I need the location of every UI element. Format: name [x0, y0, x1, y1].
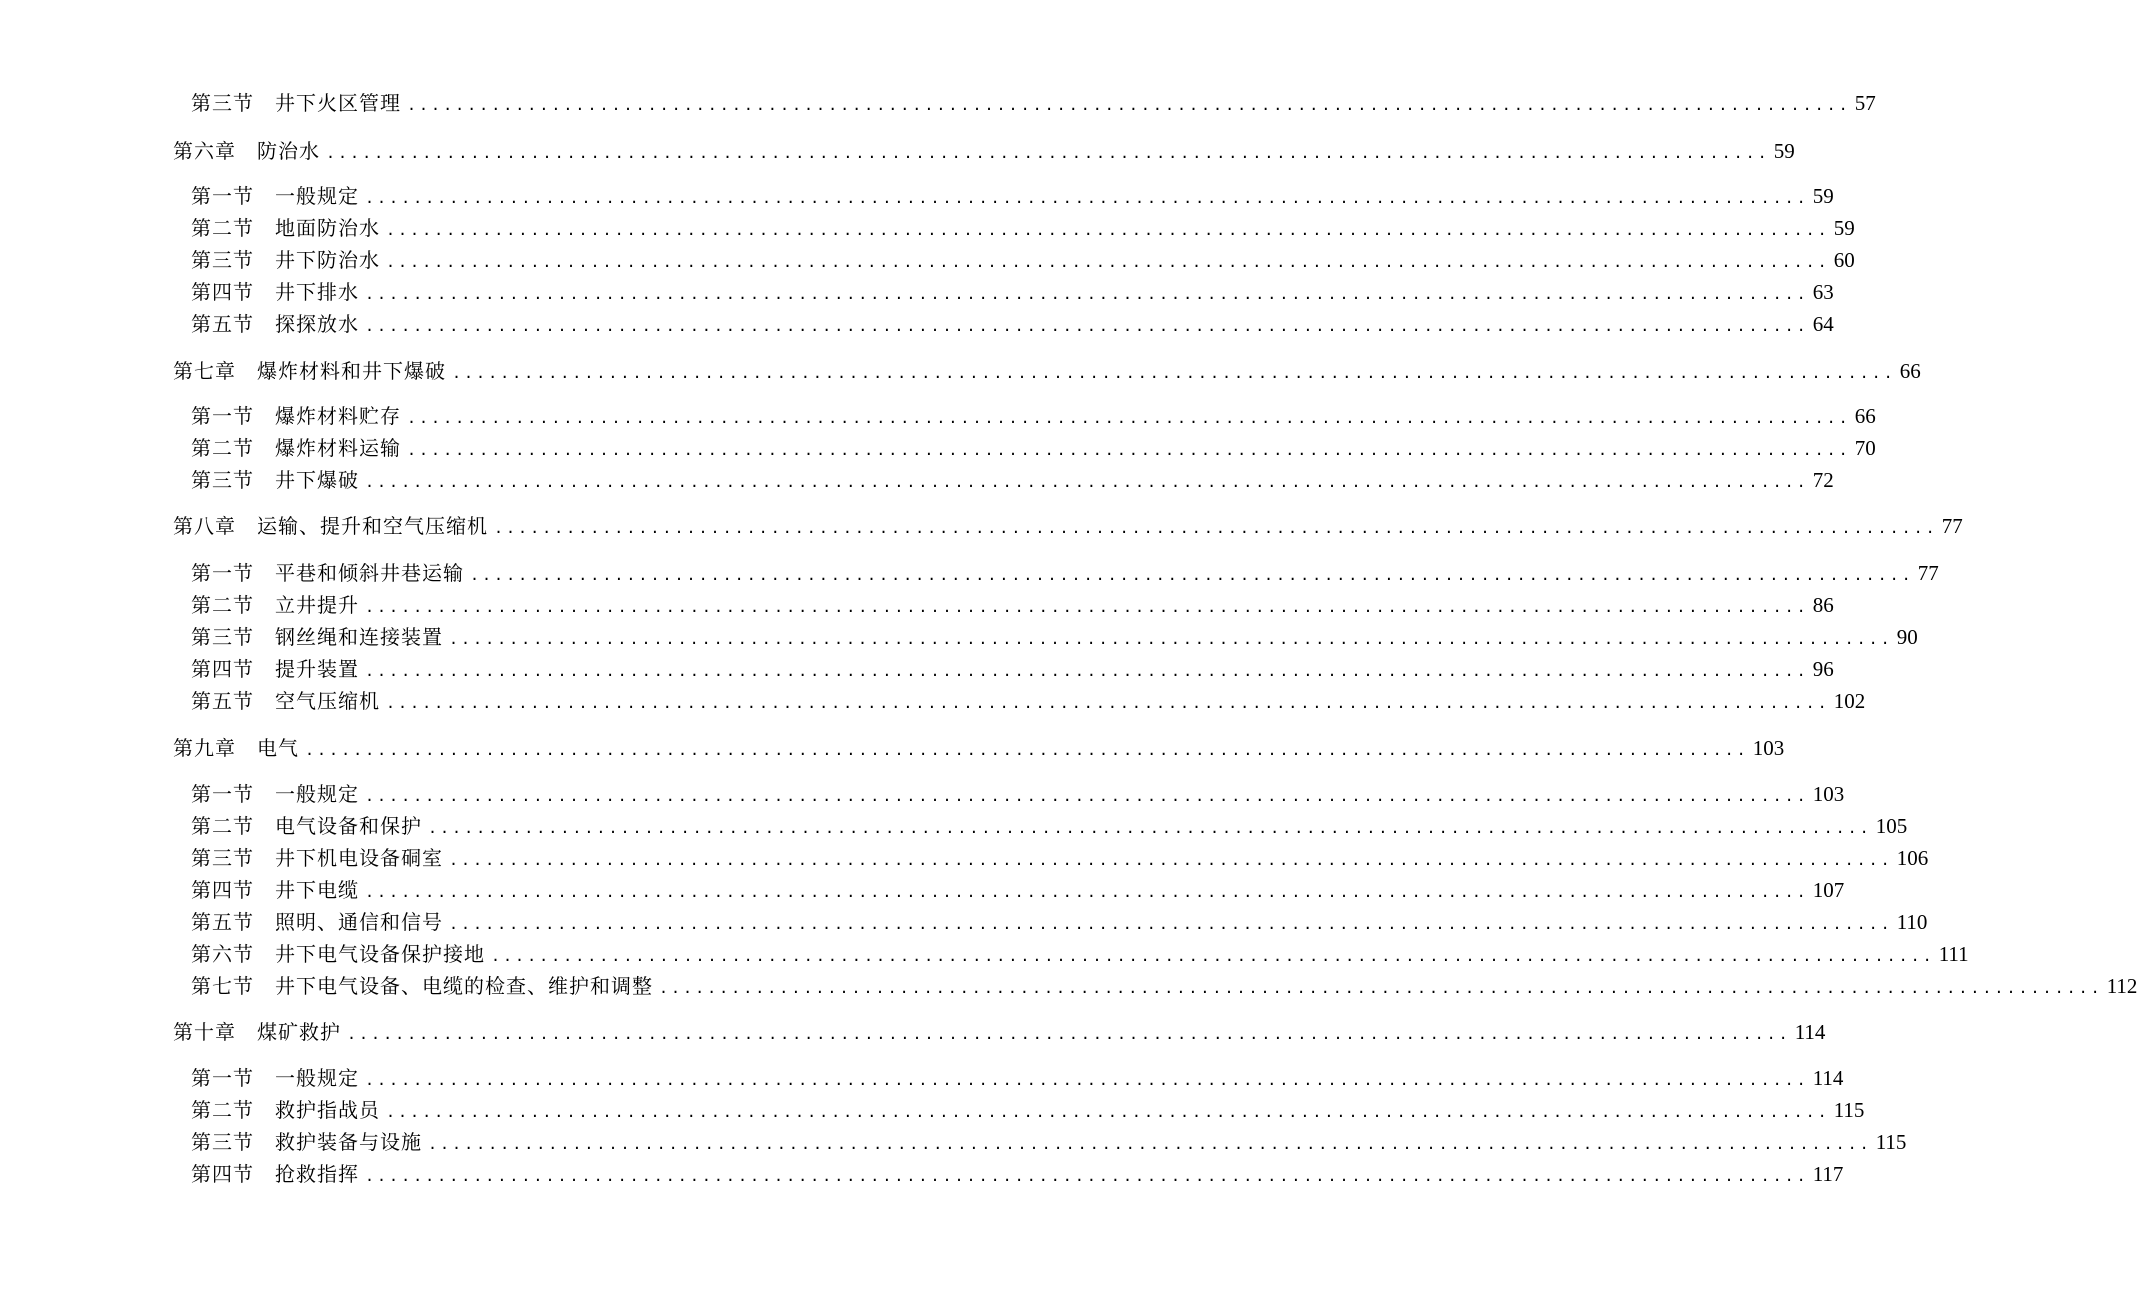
toc-entry-page: 66	[1854, 404, 1876, 428]
toc-entry-label: 第一节	[191, 561, 254, 585]
toc-entry-section[interactable]	[0, 875, 1845, 905]
toc-entry-page: 106	[1896, 846, 1929, 870]
toc-dot-leader: ........................................................................................................................	[470, 566, 1914, 584]
toc-entry-section[interactable]	[0, 465, 1834, 495]
toc-entry-label: 第四节	[191, 1162, 254, 1186]
toc-dot-leader: ........................................................................................................................	[428, 819, 1872, 837]
toc-entry-title: 防治水	[257, 139, 320, 163]
toc-entry-page: 72	[1812, 468, 1834, 492]
toc-entry-page: 77	[1941, 514, 1963, 538]
toc-entry-label: 第二节	[191, 814, 254, 838]
toc-entry-section[interactable]	[0, 907, 1928, 937]
toc-dot-leader: ........................................................................................................................	[386, 221, 1830, 239]
toc-entry-page: 115	[1833, 1098, 1865, 1122]
toc-entry-page: 111	[1938, 942, 1969, 966]
toc-entry-page: 110	[1896, 910, 1928, 934]
toc-dot-leader: ........................................................................................................................	[452, 364, 1896, 382]
toc-entry-section[interactable]	[0, 590, 1834, 620]
toc-entry-title: 救护装备与设施	[275, 1130, 422, 1154]
toc-entry-page: 103	[1752, 736, 1785, 760]
toc-dot-leader: ........................................................................................................................	[365, 317, 1809, 335]
toc-dot-leader: ........................................................................................................................	[407, 441, 1851, 459]
toc-entry-label: 第五节	[191, 312, 254, 336]
toc-entry-title: 抢救指挥	[275, 1162, 359, 1186]
toc-entry-label: 第四节	[191, 878, 254, 902]
toc-entry-section[interactable]	[0, 88, 1876, 118]
toc-dot-leader: ........................................................................................................................	[365, 662, 1809, 680]
toc-dot-leader: ........................................................................................................................	[365, 189, 1809, 207]
toc-entry-label: 第一节	[191, 1066, 254, 1090]
toc-dot-leader: ........................................................................................................................	[449, 630, 1893, 648]
toc-entry-label: 第三节	[191, 625, 254, 649]
toc-dot-leader: ........................................................................................................................	[365, 473, 1809, 491]
toc-dot-leader: ........................................................................................................................	[386, 1103, 1830, 1121]
toc-entry-page: 107	[1812, 878, 1845, 902]
toc-entry-chapter[interactable]	[0, 356, 1921, 386]
toc-entry-page: 59	[1812, 184, 1834, 208]
toc-entry-title: 一般规定	[275, 782, 359, 806]
toc-entry-title: 一般规定	[275, 184, 359, 208]
toc-entry-label: 第四节	[191, 657, 254, 681]
toc-entry-section[interactable]	[0, 1063, 1844, 1093]
toc-entry-label: 第三节	[191, 91, 254, 115]
toc-entry-title: 井下防治水	[275, 248, 380, 272]
toc-entry-chapter[interactable]	[0, 1017, 1826, 1047]
toc-dot-leader: ........................................................................................................................	[347, 1025, 1791, 1043]
toc-dot-leader: ........................................................................................................................	[365, 1167, 1809, 1185]
toc-entry-label: 第二节	[191, 436, 254, 460]
toc-entry-title: 爆炸材料运输	[275, 436, 401, 460]
toc-dot-leader: ........................................................................................................................	[365, 598, 1809, 616]
toc-entry-label: 第三节	[191, 248, 254, 272]
toc-dot-leader: ........................................................................................................................	[365, 883, 1809, 901]
toc-dot-leader: ........................................................................................................................	[365, 285, 1809, 303]
toc-entry-title: 井下火区管理	[275, 91, 401, 115]
toc-entry-page: 66	[1899, 359, 1921, 383]
toc-entry-section[interactable]	[0, 309, 1834, 339]
toc-entry-title: 照明、通信和信号	[275, 910, 443, 934]
toc-dot-leader: ........................................................................................................................	[365, 1071, 1809, 1089]
toc-dot-leader: ........................................................................................................................	[386, 253, 1830, 271]
toc-entry-page: 114	[1794, 1020, 1826, 1044]
toc-entry-title: 爆炸材料贮存	[275, 404, 401, 428]
toc-entry-page: 117	[1812, 1162, 1844, 1186]
toc-entry-title: 井下排水	[275, 280, 359, 304]
toc-entry-title: 电气设备和保护	[275, 814, 422, 838]
toc-entry-page: 103	[1812, 782, 1845, 806]
toc-dot-leader: ........................................................................................................................	[494, 519, 1938, 537]
toc-entry-page: 105	[1875, 814, 1908, 838]
toc-dot-leader: ........................................................................................................................	[659, 979, 2103, 997]
toc-entry-label: 第二节	[191, 1098, 254, 1122]
toc-entry-page: 102	[1833, 689, 1866, 713]
toc-entry-section[interactable]	[0, 1159, 1844, 1189]
toc-entry-title: 空气压缩机	[275, 689, 380, 713]
toc-entry-label: 第六章	[173, 139, 236, 163]
toc-entry-page: 115	[1875, 1130, 1907, 1154]
toc-entry-label: 第一节	[191, 184, 254, 208]
toc-entry-section[interactable]	[0, 779, 1845, 809]
toc-entry-page: 63	[1812, 280, 1834, 304]
toc-entry-title: 井下爆破	[275, 468, 359, 492]
toc-entry-section[interactable]	[0, 843, 1929, 873]
toc-entry-section[interactable]	[0, 1095, 1865, 1125]
toc-entry-label: 第二节	[191, 593, 254, 617]
toc-entry-label: 第四节	[191, 280, 254, 304]
toc-entry-label: 第三节	[191, 468, 254, 492]
toc-dot-leader: ........................................................................................................................	[449, 915, 1893, 933]
toc-dot-leader: ........................................................................................................................	[449, 851, 1893, 869]
toc-entry-section[interactable]	[0, 971, 2137, 1001]
toc-entry-title: 井下电缆	[275, 878, 359, 902]
toc-entry-page: 112	[2106, 974, 2137, 998]
toc-entry-label: 第七章	[173, 359, 236, 383]
toc-entry-label: 第八章	[173, 514, 236, 538]
toc-entry-chapter[interactable]	[0, 136, 1795, 166]
toc-entry-title: 一般规定	[275, 1066, 359, 1090]
toc-entry-page: 64	[1812, 312, 1834, 336]
toc-entry-chapter[interactable]	[0, 511, 1963, 541]
toc-entry-section[interactable]	[0, 686, 1866, 716]
toc-entry-label: 第一节	[191, 782, 254, 806]
toc-entry-title: 地面防治水	[275, 216, 380, 240]
toc-dot-leader: ........................................................................................................................	[326, 144, 1770, 162]
toc-entry-title: 运输、提升和空气压缩机	[257, 514, 488, 538]
toc-entry-section[interactable]	[0, 181, 1834, 211]
toc-entry-page: 96	[1812, 657, 1834, 681]
toc-entry-page: 70	[1854, 436, 1876, 460]
toc-entry-section[interactable]	[0, 277, 1834, 307]
toc-entry-label: 第十章	[173, 1020, 236, 1044]
toc-dot-leader: ........................................................................................................................	[407, 409, 1851, 427]
toc-dot-leader: ........................................................................................................................	[491, 947, 1935, 965]
toc-entry-label: 第二节	[191, 216, 254, 240]
toc-entry-section[interactable]	[0, 939, 1969, 969]
toc-entry-title: 提升装置	[275, 657, 359, 681]
toc-entry-title: 井下电气设备保护接地	[275, 942, 485, 966]
toc-dot-leader: ........................................................................................................................	[407, 96, 1851, 114]
toc-entry-page: 60	[1833, 248, 1855, 272]
toc-entry-section[interactable]	[0, 622, 1918, 652]
toc-entry-title: 电气	[257, 736, 299, 760]
toc-entry-label: 第六节	[191, 942, 254, 966]
toc-entry-page: 114	[1812, 1066, 1844, 1090]
toc-entry-title: 爆炸材料和井下爆破	[257, 359, 446, 383]
toc-entry-page: 59	[1773, 139, 1795, 163]
toc-entry-label: 第三节	[191, 1130, 254, 1154]
toc-entry-label: 第五节	[191, 910, 254, 934]
toc-entry-label: 第五节	[191, 689, 254, 713]
toc-entry-page: 77	[1917, 561, 1939, 585]
toc-dot-leader: ........................................................................................................................	[365, 787, 1809, 805]
toc-dot-leader: ........................................................................................................................	[428, 1135, 1872, 1153]
toc-entry-title: 井下机电设备硐室	[275, 846, 443, 870]
toc-entry-section[interactable]	[0, 811, 1908, 841]
toc-entry-page: 57	[1854, 91, 1876, 115]
toc-entry-section[interactable]	[0, 654, 1834, 684]
toc-entry-title: 煤矿救护	[257, 1020, 341, 1044]
toc-entry-section[interactable]	[0, 558, 1939, 588]
toc-entry-page: 90	[1896, 625, 1918, 649]
toc-entry-section[interactable]	[0, 433, 1876, 463]
toc-dot-leader: ........................................................................................................................	[386, 694, 1830, 712]
toc-entry-page: 86	[1812, 593, 1834, 617]
toc-entry-title: 钢丝绳和连接装置	[275, 625, 443, 649]
toc-dot-leader: ........................................................................................................................	[305, 741, 1749, 759]
toc-entry-section[interactable]	[0, 213, 1855, 243]
toc-entry-label: 第九章	[173, 736, 236, 760]
toc-entry-title: 探探放水	[275, 312, 359, 336]
toc-entry-label: 第一节	[191, 404, 254, 428]
toc-entry-page: 59	[1833, 216, 1855, 240]
toc-entry-label: 第三节	[191, 846, 254, 870]
toc-entry-section[interactable]	[0, 401, 1876, 431]
toc-entry-title: 救护指战员	[275, 1098, 380, 1122]
toc-entry-title: 井下电气设备、电缆的检查、维护和调整	[275, 974, 653, 998]
toc-entry-title: 立井提升	[275, 593, 359, 617]
toc-entry-title: 平巷和倾斜井巷运输	[275, 561, 464, 585]
toc-entry-chapter[interactable]	[0, 733, 1785, 763]
toc-entry-section[interactable]	[0, 1127, 1907, 1157]
toc-entry-label: 第七节	[191, 974, 254, 998]
toc-entry-section[interactable]	[0, 245, 1855, 275]
